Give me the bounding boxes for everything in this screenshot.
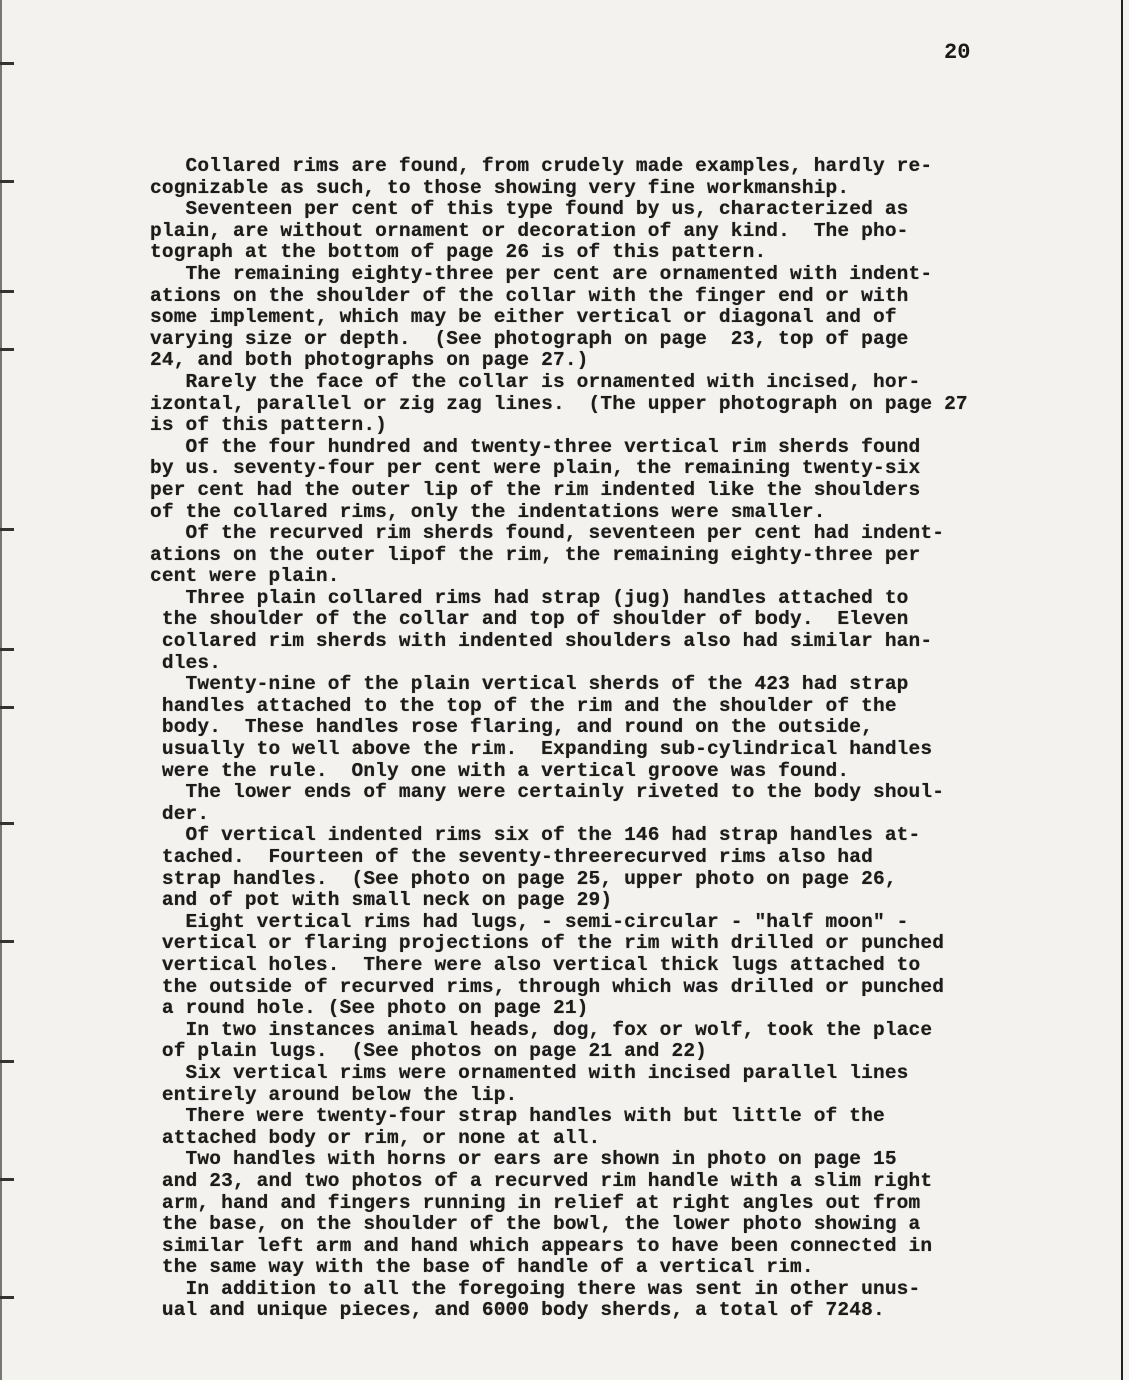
text-line: is of this pattern.): [150, 414, 388, 437]
text-line: Of vertical indented rims six of the 146 had strap handles at-: [150, 824, 921, 847]
text-line: Three plain collared rims had strap (jug) handles attached to: [150, 586, 909, 609]
text-line: vertical holes. There were also vertical thick lugs attached to: [150, 953, 921, 976]
text-line: Collared rims are found, from crudely made examples, hardly re-: [150, 155, 933, 177]
text-line: Eight vertical rims had lugs, - semi-circular - "half moon" -: [150, 910, 909, 933]
text-line: of plain lugs. (See photos on page 21 and 22): [150, 1040, 708, 1063]
margin-tick: [0, 62, 14, 65]
text-line: There were twenty-four strap handles with but little of the: [150, 1105, 885, 1128]
text-line: a round hole. (See photo on page 21): [150, 997, 589, 1020]
text-line: ual and unique pieces, and 6000 body sherds, a total of 7248.: [150, 1299, 885, 1322]
margin-tick: [0, 348, 14, 351]
text-line: 24, and both photographs on page 27.): [150, 349, 589, 372]
text-line: were the rule. Only one with a vertical groove was found.: [150, 759, 850, 782]
text-line: of the collared rims, only the indentations were smaller.: [150, 500, 826, 523]
text-line: der.: [150, 802, 210, 825]
scan-left-edge: [0, 0, 2, 1380]
margin-tick: [0, 528, 14, 531]
text-line: and 23, and two photos of a recurved rim handle with a slim right: [150, 1169, 933, 1192]
text-line: vertical or flaring projections of the rim with drilled or punched: [150, 932, 945, 955]
text-line: plain, are without ornament or decoration of any kind. The pho-: [150, 219, 909, 242]
text-line: cognizable as such, to those showing very fine workmanship.: [150, 176, 850, 199]
text-line: The lower ends of many were certainly riveted to the body shoul-: [150, 781, 945, 804]
margin-tick: [0, 1296, 14, 1299]
text-line: izontal, parallel or zig zag lines. (The upper photograph on page 27: [150, 392, 968, 415]
text-line: varying size or depth. (See photograph on page 23, top of page: [150, 327, 909, 350]
page-number: 20: [944, 40, 971, 65]
margin-tick: [0, 1178, 14, 1181]
text-line: the same way with the base of handle of a vertical rim.: [150, 1256, 814, 1279]
text-line: Rarely the face of the collar is ornamented with incised, hor-: [150, 370, 921, 393]
text-line: tograph at the bottom of page 26 is of this pattern.: [150, 241, 767, 264]
margin-tick: [0, 180, 14, 183]
margin-tick: [0, 822, 14, 825]
text-line: by us. seventy-four per cent were plain, the remaining twenty-six: [150, 457, 921, 480]
text-line: In two instances animal heads, dog, fox or wolf, took the place: [150, 1018, 933, 1041]
text-line: cent were plain.: [150, 565, 340, 588]
margin-tick: [0, 648, 14, 651]
text-line: the base, on the shoulder of the bowl, the lower photo showing a: [150, 1213, 921, 1236]
text-line: the outside of recurved rims, through which was drilled or punched: [150, 975, 945, 998]
text-line: Of the four hundred and twenty-three vertical rim sherds found: [150, 435, 921, 458]
typed-body-text: [150, 156, 1030, 1322]
text-line: arm, hand and fingers running in relief at right angles out from: [150, 1191, 921, 1214]
text-line: Seventeen per cent of this type found by us, characterized as: [150, 198, 909, 221]
margin-tick: [0, 940, 14, 943]
text-line: ations on the shoulder of the collar with the finger end or with: [150, 284, 909, 307]
text-line: similar left arm and hand which appears to have been connected in: [150, 1234, 933, 1257]
text-line: dles.: [150, 651, 222, 674]
text-line: collared rim sherds with indented shoulders also had similar han-: [150, 630, 933, 653]
text-line: ations on the outer lipof the rim, the remaining eighty-three per: [150, 543, 921, 566]
text-line: tached. Fourteen of the seventy-threerecurved rims also had: [150, 846, 873, 868]
text-line: Of the recurved rim sherds found, seventeen per cent had indent-: [150, 522, 945, 545]
text-line: Twenty-nine of the plain vertical sherds of the 423 had strap: [150, 673, 909, 696]
text-line: The remaining eighty-three per cent are ornamented with indent-: [150, 262, 933, 285]
text-line: Two handles with horns or ears are shown in photo on page 15: [150, 1148, 897, 1171]
margin-tick: [0, 290, 14, 293]
text-line: strap handles. (See photo on page 25, upper photo on page 26,: [150, 867, 897, 890]
text-line: handles attached to the top of the rim and the shoulder of the: [150, 694, 897, 717]
text-line: usually to well above the rim. Expanding sub-cylindrical handles: [150, 738, 933, 761]
scan-right-edge: [1121, 0, 1123, 1380]
text-line: and of pot with small neck on page 29): [150, 889, 613, 912]
text-line: per cent had the outer lip of the rim indented like the shoulders: [150, 478, 921, 501]
text-line: some implement, which may be either vertical or diagonal and of: [150, 306, 897, 329]
text-line: Six vertical rims were ornamented with incised parallel lines: [150, 1061, 909, 1084]
text-line: attached body or rim, or none at all.: [150, 1126, 601, 1149]
text-line: In addition to all the foregoing there was sent in other unus-: [150, 1277, 921, 1300]
margin-tick: [0, 706, 14, 709]
text-line: entirely around below the lip.: [150, 1083, 518, 1106]
margin-tick: [0, 1060, 14, 1063]
text-line: body. These handles rose flaring, and round on the outside,: [150, 716, 873, 739]
text-line: the shoulder of the collar and top of shoulder of body. Eleven: [150, 608, 909, 631]
